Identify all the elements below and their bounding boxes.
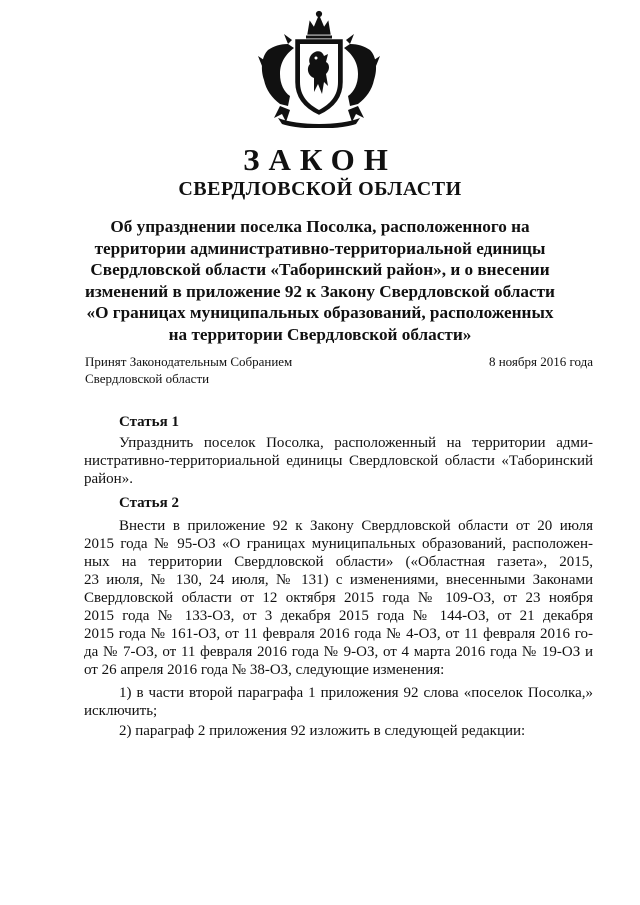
text-line: Внести в приложение 92 к Закону Свердловской области от 20 июля: [119, 518, 593, 534]
text-line: исключить;: [84, 703, 158, 719]
article-2-text: [84, 517, 593, 679]
text-line: Упразднить поселок Посолка, расположенный на территории адми-: [119, 435, 593, 451]
text-line: 2) параграф 2 приложения 92 изложить в следующей редакции:: [119, 723, 526, 739]
law-title: ЗАКОН: [243, 142, 397, 177]
text-line: ных на территории Свердловской области» («Областная газета», 2015,: [84, 554, 593, 570]
text-line: 23 июля, № 130, 24 июля, № 131) с изменениями, внесенными Законами: [84, 572, 593, 588]
article-2-heading: Статья 2: [119, 495, 179, 511]
text-line: 2015 года № 133-ОЗ, от 3 декабря 2015 года № 144-ОЗ, от 21 декабря: [84, 608, 593, 624]
article-2-item-1: [84, 684, 593, 720]
adoption-line: Свердловской области: [85, 371, 210, 386]
text-line: Свердловской области от 12 октября 2015 года № 109-ОЗ, от 23 ноября: [84, 590, 593, 606]
text-line: от 26 апреля 2016 года № 38-ОЗ, следующие изменения:: [84, 662, 445, 678]
adoption-authority: [85, 353, 385, 387]
subject-line: территории административно-территориальной единицы: [94, 238, 546, 258]
law-subject-title: [70, 216, 570, 346]
text-line: нистративно-территориальной единицы Свердловской области «Таборинский: [84, 453, 593, 469]
text-line: район».: [84, 471, 133, 487]
article-1-heading: Статья 1: [119, 414, 179, 430]
subject-line: Об упразднении поселка Посолка, расположенного на: [110, 217, 530, 236]
article-1-text: [84, 434, 593, 488]
adoption-date: 8 ноября 2016 года: [488, 354, 593, 369]
text-line: 1) в части второй параграфа 1 приложения 92 слова «поселок Посолка,»: [119, 685, 593, 701]
region-title: СВЕРДЛОВСКОЙ ОБЛАСТИ: [178, 178, 462, 200]
adoption-line: Принят Законодательным Собранием: [85, 354, 293, 369]
subject-line: изменений в приложение 92 к Закону Свердловской области: [85, 281, 555, 301]
subject-line: Свердловской области «Таборинский район», и о внесении: [90, 260, 550, 280]
coat-of-arms-icon: [258, 10, 380, 128]
article-2-item-2: [84, 722, 593, 740]
text-line: да № 7-ОЗ, от 11 февраля 2016 года № 9-ОЗ, от 4 марта 2016 года № 19-ОЗ и: [84, 644, 593, 660]
text-line: 2015 года № 95-ОЗ «О границах муниципальных образований, расположен-: [84, 536, 593, 552]
text-line: 2015 года № 161-ОЗ, от 11 февраля 2016 года № 4-ОЗ, от 11 февраля 2016 го-: [84, 626, 593, 642]
subject-line: на территории Свердловской области»: [168, 324, 472, 344]
subject-line: «О границах муниципальных образований, расположенных: [86, 303, 554, 323]
